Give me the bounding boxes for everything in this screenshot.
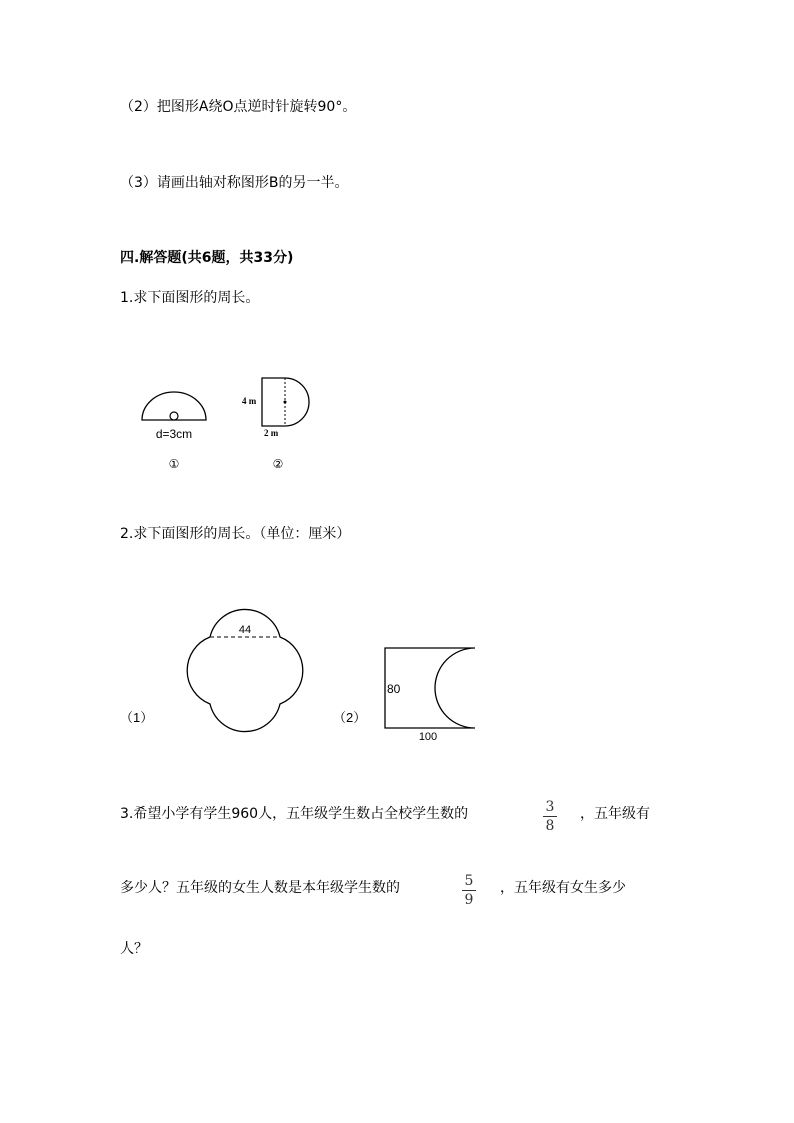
fraction-denominator: 9	[464, 892, 474, 908]
p3-line1-tail: ，五年级有	[580, 806, 650, 822]
fraction-denominator: 8	[545, 818, 555, 834]
q3-item-text: （3）请画出轴对称图形B的另一半。	[120, 175, 349, 191]
section4-title: 四.解答题(共6题，共33分)	[120, 250, 294, 266]
p2-fig2-width-label: 100	[418, 731, 438, 743]
p1-fig2-height-label: 4 m	[242, 396, 257, 406]
center-point-o	[170, 412, 178, 420]
p3-line1-text: 3.希望小学有学生960人，五年级学生数占全校学生数的	[120, 806, 469, 822]
fraction-bar	[543, 816, 557, 817]
fraction-numerator: 5	[464, 873, 474, 889]
p3-line2-tail: ，五年级有女生多少	[500, 880, 626, 896]
p2-fig1-label: 44	[238, 624, 252, 636]
fraction-bar	[462, 890, 476, 891]
p2-fig2-index: （2）	[333, 710, 367, 725]
p1-fig1-index: ①	[168, 457, 180, 471]
p1-fig2-rect-semicircle	[240, 375, 330, 475]
p2-fig2-rect-cutout	[330, 640, 490, 750]
fraction-5-9	[460, 873, 478, 908]
q2-item-text: （2）把图形A绕O点逆时针旋转90°。	[120, 99, 357, 115]
p3-line3-text: 人？	[120, 941, 148, 957]
p1-fig1-semicircle	[130, 380, 220, 480]
p2-fig1-clover	[120, 600, 340, 750]
p1-title: 1.求下面图形的周长。	[120, 290, 260, 306]
p3-line2-text: 多少人？五年级的女生人数是本年级学生数的	[120, 880, 400, 896]
center-dot	[284, 401, 287, 404]
p2-fig2-height-label: 80	[387, 682, 401, 696]
p2-title: 2.求下面图形的周长。（单位：厘米）	[120, 526, 351, 542]
p1-fig1-d-label: d=3cm	[155, 427, 193, 441]
p1-fig2-width-label: 2 m	[264, 428, 279, 438]
p1-fig2-index: ②	[272, 457, 284, 471]
p2-fig1-index: （1）	[120, 710, 154, 725]
fraction-numerator: 3	[545, 799, 555, 815]
fraction-3-8	[541, 799, 559, 834]
